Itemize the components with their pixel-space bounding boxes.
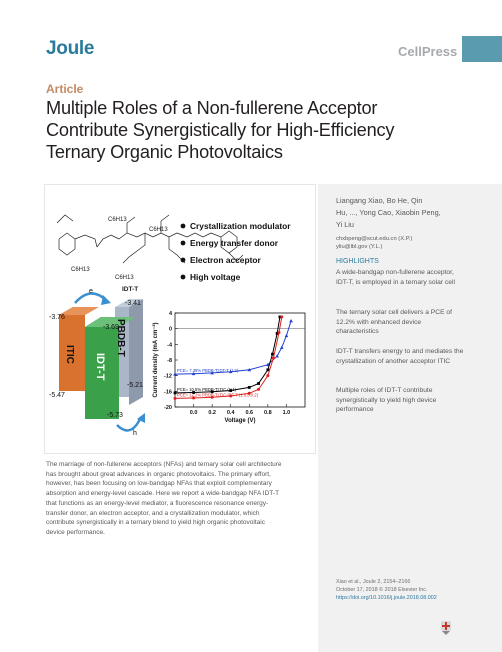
citation [336,578,437,602]
energy-level-label: -5.73 [107,412,123,419]
energy-level-label: -3.76 [49,314,65,321]
title-line: Contribute Synergistically for High-Efficiency [46,120,395,140]
x-axis-label: Voltage (V) [224,418,256,424]
author-line: Hu, ..., Yong Cao, Xiaobin Peng, [336,208,441,217]
energy-level-diagram [49,288,145,437]
y-axis-label: Current density (mA cm⁻²) [153,322,159,398]
role-item: Electron acceptor [190,255,261,265]
role-item: High voltage [190,272,241,282]
authors [336,195,456,231]
x-tick-label: 1.0 [282,410,291,416]
highlight-item: Multiple roles of IDT-T contribute synergistically to yield high device performance [336,387,437,413]
molecule-label: C6H13 [71,267,90,273]
correspondence-emails [336,235,412,251]
data-point [266,368,269,371]
jv-chart [152,311,305,424]
energy-level-label: -3.69 [103,324,119,331]
abstract-line: contribute synergistically in a ternary blend to yield high organic photovoltaic [46,519,265,527]
y-tick-label: -12 [164,373,172,380]
email-link[interactable]: yliu@lbl.gov (Y.L.) [336,244,383,250]
data-point [289,319,293,322]
highlight-item: IDT-T transfers energy to and mediates the crystallization of another acceptor ITIC [336,348,464,365]
publisher-logo [398,44,457,59]
data-point [280,346,284,349]
publisher-part2: Press [421,44,458,59]
citation-line: October 17, 2018 © 2018 Elsevier Inc. [336,587,428,593]
data-point [257,388,260,391]
x-tick-label: 0.4 [226,410,235,416]
arrow-label: e [89,288,93,295]
highlight-item: A wide-bandgap non-fullerene acceptor, IDT-T, is employed in a ternary solar cell [336,269,455,286]
header-accent-bar [462,36,502,62]
graphical-abstract-figure [45,185,317,455]
molecule-label: C6H13 [108,217,127,223]
email-link[interactable]: chxbpeng@scut.edu.cn (X.P.) [336,236,413,242]
y-tick-label: -20 [164,405,172,411]
summary-abstract [46,460,310,538]
abstract-line: however, has been focusing on low-bandgap NFAs that exploit complementary [46,480,272,488]
arrow-label: h [133,430,137,437]
bullet-icon [181,275,186,280]
data-point [174,392,177,395]
abstract-line: The marriage of non-fullerene acceptors (NFAs) and ternary solar cell architecture [46,461,282,468]
material-label: IDT-T [94,353,106,381]
data-point [271,353,274,356]
author-line: Yi Liu [336,220,354,229]
energy-level-label: -5.21 [127,382,143,389]
y-tick-label: 4 [168,311,172,317]
article-title [46,97,446,163]
graphical-abstract [44,184,316,454]
pbdbt-block-side [129,299,143,405]
x-tick-label: 0.6 [245,410,254,416]
x-tick-label: 0.0 [189,410,198,416]
title-line: Ternary Organic Photovoltaics [46,142,283,162]
data-point [266,374,269,377]
author-line: Liangang Xiao, Bo He, Qin [336,196,423,205]
series-label: PCE= 10.5% PBDB-T:ITIC (1:1) [177,386,236,392]
data-point [280,315,283,318]
y-tick-label: 0 [168,326,172,333]
abstract-line: transfer donor, an electron acceptor, and a crystallization modulator, which [46,509,260,517]
highlights-heading: HIGHLIGHTS [336,258,379,265]
abstract-line: device performance. [46,528,105,536]
publisher-part1: Cell [398,44,422,59]
abstract-line: that functions as an energy-level mediator, a fluorescence resonance energy- [46,499,269,507]
molecule-label: C6H13 [149,227,168,233]
energy-level-label: -5.47 [49,392,65,399]
role-item: Crystallization modulator [190,221,291,231]
data-point [272,357,275,360]
abstract-line: has brought about great advances in organic photovoltaics. The primary effort, [46,470,271,478]
molecule-name: IDT-T [122,286,139,293]
data-point [257,382,260,385]
citation-line: Xiao et al., Joule 2, 2154–2166 [336,579,411,585]
abstract-line: absorption and energy-level cascade. Here we report a wide-bandgap NFA IDT-T [46,490,280,498]
doi-link[interactable]: https://doi.org/10.1016/j.joule.2018.08.002 [336,595,437,601]
article-type: Article [46,82,84,96]
highlight-item: The ternary solar cell delivers a PCE of 12.2% with enhanced device characteristics [336,309,452,335]
y-tick-label: -8 [167,358,172,364]
material-label: PBDB-T [115,319,126,357]
bullet-icon [181,241,186,246]
series-label: PCE= 12.2% PBDB-T:ITIC:IDT-T (1:0.8:0.2) [177,392,259,398]
data-point [278,331,281,334]
series-label: PCE= 7.38% PBDB-T:IDT-T (1:1) [177,368,239,374]
x-tick-label: 0.2 [208,410,216,416]
data-point [285,334,289,337]
y-tick-label: -4 [167,342,172,349]
x-tick-label: 0.8 [264,410,272,416]
title-line: Multiple Roles of a Non-fullerene Acceptor [46,98,378,118]
data-point [248,386,251,389]
energy-level-label: -3.41 [125,300,141,307]
journal-name: Joule [46,38,95,59]
crossmark-icon[interactable] [440,620,452,636]
y-tick-label: -16 [164,389,172,396]
itic-block-top [59,307,99,315]
bullet-icon [181,258,186,263]
material-label: ITIC [64,345,75,364]
role-item: Energy transfer donor [190,238,278,248]
bullet-icon [181,224,186,229]
molecule-label: C6H13 [115,275,134,281]
